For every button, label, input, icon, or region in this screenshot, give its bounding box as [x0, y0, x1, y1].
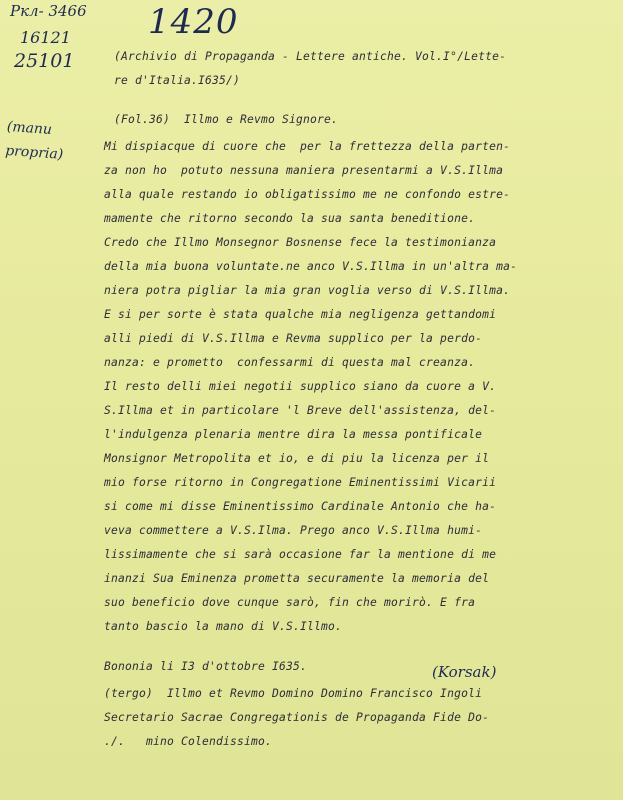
body-line: inanzi Sua Eminenza prometta securamente la memoria del: [104, 572, 490, 585]
body-line: della mia buona voluntate.ne anco V.S.Illma in un'altra ma-: [104, 260, 518, 273]
body-line: mamente che ritorno secondo la sua santa beneditione.: [104, 212, 476, 225]
body-line: mio forse ritorno in Congregatione Eminentissimi Vicarii: [104, 476, 497, 489]
body-line: si come mi disse Eminentissimo Cardinale Antonio che ha-: [104, 500, 497, 513]
tergo-line: Secretario Sacrae Congregationis de Propaganda Fide Do-: [104, 711, 490, 724]
tergo-line: (tergo) Illmo et Revmo Domino Domino Francisco Ingoli: [104, 687, 483, 700]
author-note: (Korsak): [432, 663, 497, 681]
archive-header-line-1: (Archivio di Propaganda - Lettere antiche. Vol.I°/Lette-: [114, 50, 507, 63]
closing-date: Bononia li I3 d'ottobre I635.: [104, 660, 308, 673]
tergo-line: ./. mino Colendissimo.: [104, 735, 273, 748]
body-line: tanto bascio la mano di V.S.Illmo.: [104, 620, 343, 633]
body-line: alli piedi di V.S.Illma e Revma supplico per la perdo-: [104, 332, 483, 345]
body-line: S.Illma et in particolare 'l Breve dell'assistenza, del-: [104, 404, 497, 417]
archive-header-line-2: re d'Italia.I635/): [114, 74, 241, 87]
archive-reference-top: Pкл- 3466: [10, 2, 87, 20]
body-line: niera potra pigliar la mia gran voglia verso di V.S.Illma.: [104, 284, 511, 297]
body-line: E si per sorte è stata qualche mia negligenza gettandomi: [104, 308, 497, 321]
body-line: Credo che Illmo Monsegnor Bosnense fece la testimonianza: [104, 236, 497, 249]
body-line: za non ho potuto nessuna maniera presentarmi a V.S.Illma: [104, 164, 504, 177]
body-line: Monsignor Metropolita et io, e di piu la licenza per il: [104, 452, 490, 465]
archive-number: 1420: [148, 2, 239, 42]
archive-reference-middle: 16121: [20, 28, 71, 47]
body-line: Il resto delli miei negotii supplico siano da cuore a V.: [104, 380, 497, 393]
body-line: veva commettere a V.S.Ilma. Prego anco V.S.Illma humi-: [104, 524, 483, 537]
margin-note: (manu propria): [4, 118, 64, 163]
body-line: lissimamente che si sarà occasione far la mentione di me: [104, 548, 497, 561]
body-line: suo beneficio dove cunque sarò, fin che morirò. E fra: [104, 596, 476, 609]
folio-salutation: (Fol.36) Illmo e Revmo Signore.: [114, 113, 339, 126]
body-line: l'indulgenza plenaria mentre dira la messa pontificale: [104, 428, 483, 441]
body-line: nanza: e prometto confessarmi di questa mal creanza.: [104, 356, 476, 369]
archive-reference-bottom: 25101: [14, 50, 75, 72]
body-line: Mi dispiacque di cuore che per la frettezza della parten-: [104, 140, 511, 153]
body-line: alla quale restando io obligatissimo me ne confondo estre-: [104, 188, 511, 201]
